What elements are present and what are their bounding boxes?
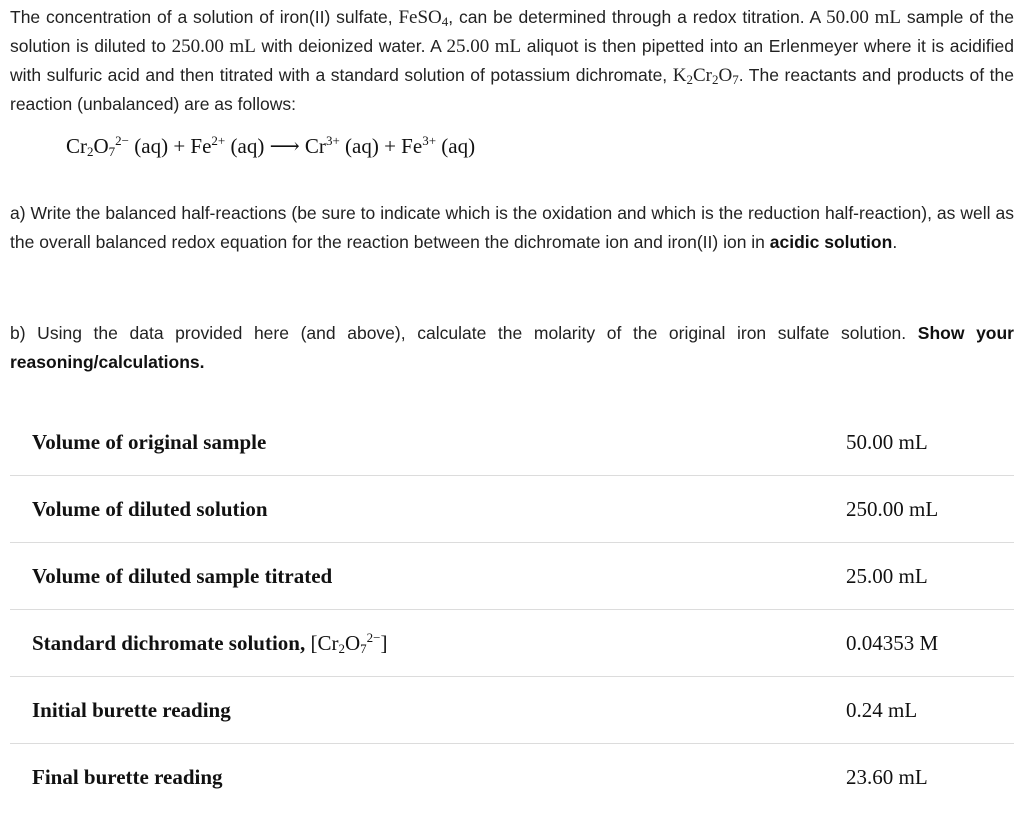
row-label-dichromate bbox=[10, 610, 824, 677]
row-label: Final burette reading bbox=[32, 764, 223, 789]
formula-subscript: 2 bbox=[711, 72, 719, 87]
row-value: 250.00 mL bbox=[824, 476, 1014, 543]
intro-text: aliquot is then pipetted into an Erlenmeyer where it is acidified with sulfuric acid and then titrated with a standard solution of potassium dichromate, bbox=[10, 36, 1014, 85]
intro-text: , can be determined through a redox titration. A bbox=[448, 7, 827, 27]
table-row bbox=[10, 543, 1014, 610]
formula-subscript: 7 bbox=[732, 72, 739, 87]
table-row bbox=[10, 409, 1014, 476]
part-a-bold: acidic solution bbox=[769, 232, 893, 252]
row-value: 23.60 mL bbox=[846, 764, 928, 789]
formula-subscript: 2 bbox=[338, 640, 345, 656]
eq-o: O bbox=[93, 134, 109, 158]
part-a-end: . bbox=[892, 232, 898, 252]
intro-text: with deionized water. A bbox=[255, 36, 447, 56]
row-value: 25.00 mL bbox=[824, 543, 1014, 610]
table-row bbox=[10, 476, 1014, 543]
volume-value: 25.00 mL bbox=[446, 36, 522, 57]
feso4-formula bbox=[398, 7, 448, 28]
row-label: Volume of original sample bbox=[10, 409, 824, 476]
table-row bbox=[10, 744, 1014, 811]
formula-subscript: 4 bbox=[441, 14, 449, 29]
data-table bbox=[10, 409, 1014, 810]
eq-text: (aq) + Fe bbox=[129, 134, 212, 158]
formula-subscript: 2 bbox=[686, 72, 693, 87]
dichromate-formula bbox=[311, 631, 388, 655]
row-label-text: Standard dichromate solution, bbox=[32, 630, 311, 655]
row-label: Volume of diluted sample titrated bbox=[10, 543, 824, 610]
part-b-text: b) Using the data provided here (and above), calculate the molarity of the original iron sulfate solution. bbox=[10, 323, 918, 343]
volume-value: 50.00 mL bbox=[826, 7, 902, 28]
eq-charge: 2− bbox=[115, 133, 130, 148]
formula-o: O bbox=[345, 630, 361, 655]
eq-charge: 3+ bbox=[325, 133, 340, 148]
k2cr2o7-formula bbox=[673, 65, 739, 86]
formula-o: O bbox=[718, 65, 733, 86]
formula-subscript: 7 bbox=[360, 640, 367, 656]
row-value: 0.04353 M bbox=[824, 610, 1014, 677]
part-b-question bbox=[10, 319, 1014, 377]
part-b-bold: Show your reasoning/calculations. bbox=[10, 323, 1014, 372]
intro-paragraph bbox=[10, 3, 1014, 119]
eq-charge: 3+ bbox=[422, 133, 437, 148]
formula-cr: Cr bbox=[692, 65, 712, 86]
eq-subscript: 7 bbox=[108, 144, 116, 159]
row-value: 50.00 mL bbox=[824, 409, 1014, 476]
formula-base: FeSO bbox=[398, 7, 442, 28]
eq-cr: Cr bbox=[66, 134, 87, 158]
eq-charge: 2+ bbox=[211, 133, 226, 148]
table-row bbox=[10, 610, 1014, 677]
formula-open: [Cr bbox=[310, 630, 339, 655]
part-a-question bbox=[10, 199, 1014, 257]
row-value: 0.24 mL bbox=[824, 677, 1014, 744]
intro-text: The concentration of a solution of iron(II) sulfate, bbox=[10, 7, 399, 27]
eq-text: (aq) ⟶ Cr bbox=[225, 134, 326, 158]
table-row bbox=[10, 677, 1014, 744]
intro-text: . The reactants and products of the reaction (unbalanced) are as follows: bbox=[10, 65, 1014, 114]
volume-value: 250.00 mL bbox=[171, 36, 256, 57]
formula-close: ] bbox=[380, 630, 388, 655]
eq-subscript: 2 bbox=[87, 144, 94, 159]
intro-text: sample of the solution is diluted to bbox=[10, 7, 1014, 56]
eq-text: (aq) + Fe bbox=[339, 134, 423, 158]
reaction-equation bbox=[66, 134, 475, 159]
eq-text: (aq) bbox=[436, 134, 476, 158]
row-label: Volume of diluted solution bbox=[10, 476, 824, 543]
part-a-text: a) Write the balanced half-reactions (be sure to indicate which is the oxidation and which is the reduction half-reaction), as well as the overall balanced redox equation for the reaction between the dichromate ion and iron(II) ion in bbox=[10, 203, 1014, 252]
formula-charge: 2− bbox=[366, 629, 381, 645]
formula-k: K bbox=[672, 65, 687, 86]
row-label: Initial burette reading bbox=[10, 677, 824, 744]
